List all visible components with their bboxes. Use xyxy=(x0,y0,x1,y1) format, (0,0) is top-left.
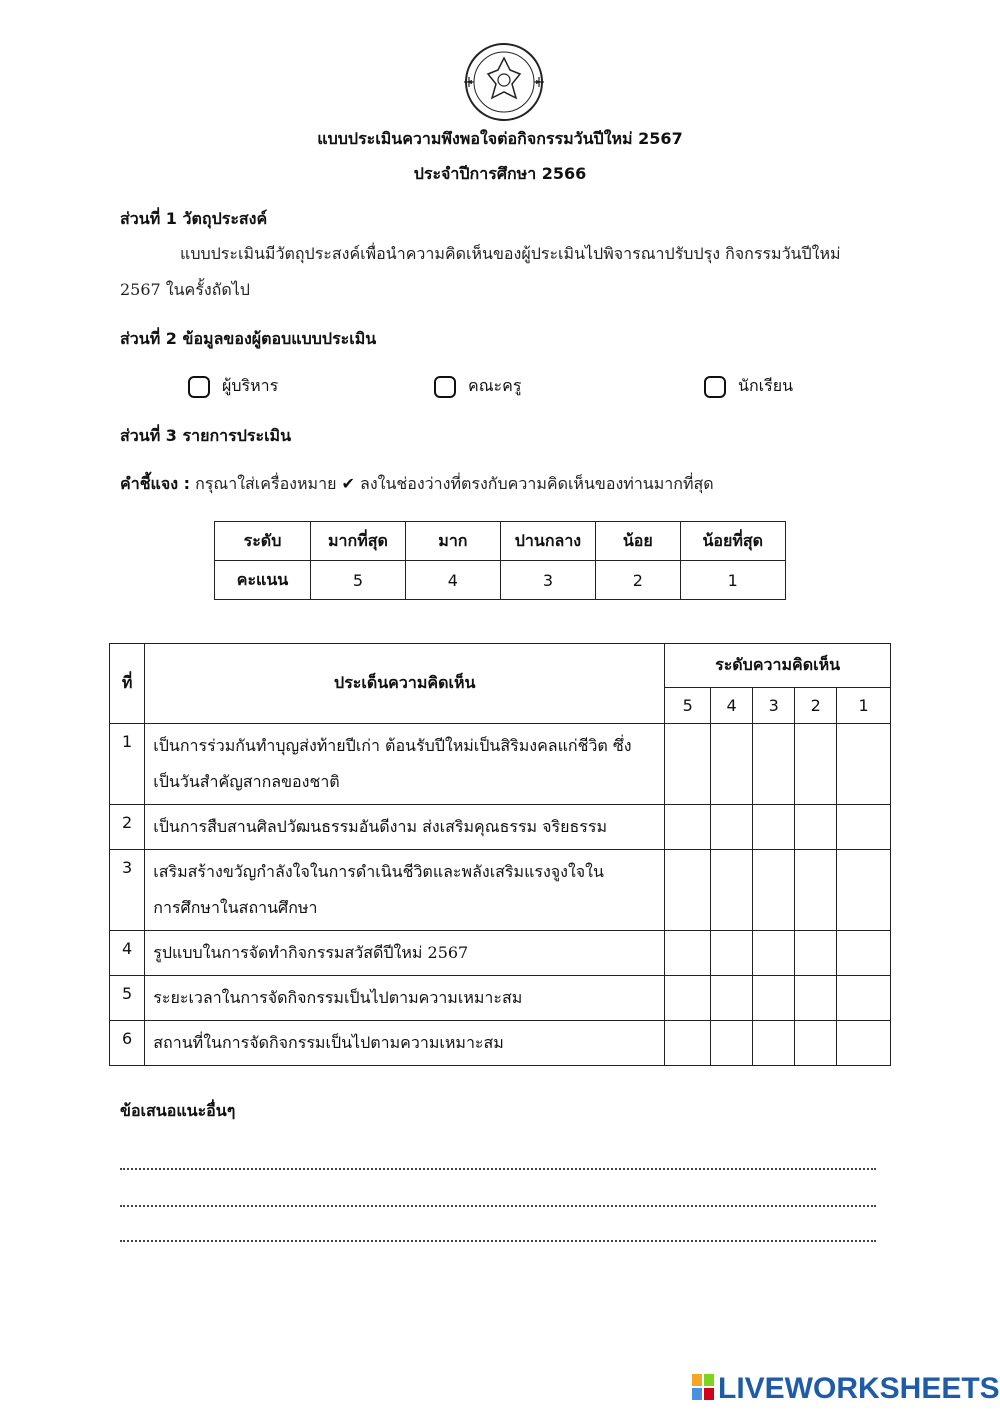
document-subtitle: ประจำปีการศึกษา 2566 xyxy=(413,164,587,183)
rating-cell-2[interactable] xyxy=(795,976,837,1021)
level-cell: มากที่สุด xyxy=(310,522,405,561)
teacher-checkbox[interactable] xyxy=(434,376,456,398)
section-2-heading: ส่วนที่ 2 ข้อมูลของผู้ตอบแบบประเมิน xyxy=(120,329,377,348)
section-1-heading: ส่วนที่ 1 วัตถุประสงค์ xyxy=(120,209,268,228)
row-item-line1: รูปแบบในการจัดทำกิจกรรมสวัสดีปีใหม่ 2567 xyxy=(153,943,469,962)
rating-cell-3[interactable] xyxy=(753,931,795,976)
rating-cell-1[interactable] xyxy=(837,850,891,931)
score-cell: 4 xyxy=(405,561,500,600)
row-number: 3 xyxy=(110,850,145,931)
check-mark-icon: ✔ xyxy=(341,474,355,493)
admin-checkbox[interactable] xyxy=(188,376,210,398)
teacher-label: คณะครู xyxy=(468,376,522,395)
section-3-heading: ส่วนที่ 3 รายการประเมิน xyxy=(120,426,292,445)
row-item xyxy=(145,805,665,850)
row-number: 5 xyxy=(110,976,145,1021)
school-seal-icon xyxy=(462,40,546,124)
rating-cell-5[interactable] xyxy=(665,1021,711,1066)
row-item xyxy=(145,850,665,931)
rating-cell-4[interactable] xyxy=(711,1021,753,1066)
row-item-line1: ระยะเวลาในการจัดกิจกรรมเป็นไปตามความเหมาะสม xyxy=(153,988,523,1007)
liveworksheets-logo-icon xyxy=(692,1374,714,1404)
section-1-text-line2: 2567 ในครั้งถัดไป xyxy=(120,280,250,299)
row-item-line1: สถานที่ในการจัดกิจกรรมเป็นไปตามความเหมาะสม xyxy=(153,1033,504,1052)
respondent-option-student[interactable] xyxy=(704,374,793,399)
scores-label: คะแนน xyxy=(215,561,311,600)
rating-cell-4[interactable] xyxy=(711,931,753,976)
rating-cell-5[interactable] xyxy=(665,850,711,931)
scale-table xyxy=(214,521,786,600)
evaluation-table xyxy=(109,643,891,1066)
rating-cell-1[interactable] xyxy=(837,931,891,976)
row-item xyxy=(145,724,665,805)
row-item xyxy=(145,1021,665,1066)
level-cell: ปานกลาง xyxy=(500,522,595,561)
admin-label: ผู้บริหาร xyxy=(222,376,279,395)
table-row xyxy=(110,850,891,931)
rating-cell-2[interactable] xyxy=(795,724,837,805)
instruction-text-1: กรุณาใส่เครื่องหมาย xyxy=(195,474,337,493)
row-item-line1: เสริมสร้างขวัญกำลังใจในการดำเนินชีวิตและพลังเสริมแรงจูงใจใน xyxy=(153,862,604,881)
rating-cell-2[interactable] xyxy=(795,850,837,931)
rating-cell-4[interactable] xyxy=(711,805,753,850)
level-cell: น้อย xyxy=(596,522,680,561)
row-item-line2: การศึกษาในสถานศึกษา xyxy=(153,898,318,917)
respondent-option-teacher[interactable] xyxy=(434,374,521,399)
levels-label: ระดับ xyxy=(215,522,311,561)
instruction-text-2: ลงในช่องว่างที่ตรงกับความคิดเห็นของท่านมากที่สุด xyxy=(360,474,714,493)
rating-cell-3[interactable] xyxy=(753,976,795,1021)
student-label: นักเรียน xyxy=(738,376,793,395)
rating-cell-1[interactable] xyxy=(837,1021,891,1066)
score-cell: 5 xyxy=(310,561,405,600)
rating-cell-4[interactable] xyxy=(711,724,753,805)
table-row xyxy=(110,805,891,850)
row-item-line1: เป็นการร่วมกันทำบุญส่งท้ายปีเก่า ต้อนรับปีใหม่เป็นสิริมงคลแก่ชีวิต ซึ่ง xyxy=(153,736,632,755)
row-number: 2 xyxy=(110,805,145,850)
row-item-line1: เป็นการสืบสานศิลปวัฒนธรรมอันดีงาม ส่งเสริมคุณธรรม จริยธรรม xyxy=(153,817,608,836)
rating-cell-5[interactable] xyxy=(665,931,711,976)
table-row xyxy=(110,1021,891,1066)
rating-cell-3[interactable] xyxy=(753,850,795,931)
rating-cell-2[interactable] xyxy=(795,1021,837,1066)
score-cell: 3 xyxy=(500,561,595,600)
row-number: 6 xyxy=(110,1021,145,1066)
level-col-header: 3 xyxy=(753,688,795,724)
level-cell: น้อยที่สุด xyxy=(680,522,785,561)
rating-cell-1[interactable] xyxy=(837,805,891,850)
document-title: แบบประเมินความพึงพอใจต่อกิจกรรมวันปีใหม่ 2567 xyxy=(317,129,683,148)
rating-cell-4[interactable] xyxy=(711,976,753,1021)
table-row xyxy=(110,724,891,805)
row-number: 4 xyxy=(110,931,145,976)
level-col-header: 2 xyxy=(795,688,837,724)
rating-cell-1[interactable] xyxy=(837,724,891,805)
score-cell: 2 xyxy=(596,561,680,600)
level-col-header: 1 xyxy=(837,688,891,724)
section-1-text-line1: แบบประเมินมีวัตถุประสงค์เพื่อนำความคิดเห็นของผู้ประเมินไปพิจารณาปรับปรุง กิจกรรมวันปีใหม่ xyxy=(180,244,841,263)
row-number: 1 xyxy=(110,724,145,805)
rating-cell-4[interactable] xyxy=(711,850,753,931)
respondent-option-admin[interactable] xyxy=(188,374,278,399)
level-col-header: 4 xyxy=(711,688,753,724)
level-cell: มาก xyxy=(405,522,500,561)
rating-cell-2[interactable] xyxy=(795,805,837,850)
table-row xyxy=(110,931,891,976)
rating-cell-3[interactable] xyxy=(753,1021,795,1066)
col-level-header: ระดับความคิดเห็น xyxy=(665,644,891,688)
row-item xyxy=(145,931,665,976)
rating-cell-3[interactable] xyxy=(753,805,795,850)
rating-cell-5[interactable] xyxy=(665,724,711,805)
scale-levels-row xyxy=(215,522,786,561)
student-checkbox[interactable] xyxy=(704,376,726,398)
rating-cell-5[interactable] xyxy=(665,976,711,1021)
col-no-header: ที่ xyxy=(110,644,145,724)
table-row xyxy=(110,976,891,1021)
instruction-label: คำชี้แจง : xyxy=(120,474,191,493)
rating-cell-5[interactable] xyxy=(665,805,711,850)
rating-cell-1[interactable] xyxy=(837,976,891,1021)
suggestion-line-3[interactable] xyxy=(120,1240,876,1242)
rating-cell-2[interactable] xyxy=(795,931,837,976)
row-item-line2: เป็นวันสำคัญสากลของชาติ xyxy=(153,772,340,791)
rating-cell-3[interactable] xyxy=(753,724,795,805)
brand-text: LIVEWORKSHEETS xyxy=(718,1372,1000,1405)
instruction xyxy=(120,472,714,497)
level-col-header: 5 xyxy=(665,688,711,724)
suggestion-line-2[interactable] xyxy=(120,1205,876,1207)
scale-scores-row xyxy=(215,561,786,600)
suggestions-heading: ข้อเสนอแนะอื่นๆ xyxy=(120,1101,236,1120)
liveworksheets-brand xyxy=(692,1372,1000,1406)
header-row xyxy=(110,644,891,688)
col-item-header: ประเด็นความคิดเห็น xyxy=(145,644,665,724)
row-item xyxy=(145,976,665,1021)
score-cell: 1 xyxy=(680,561,785,600)
suggestion-line-1[interactable] xyxy=(120,1168,876,1170)
